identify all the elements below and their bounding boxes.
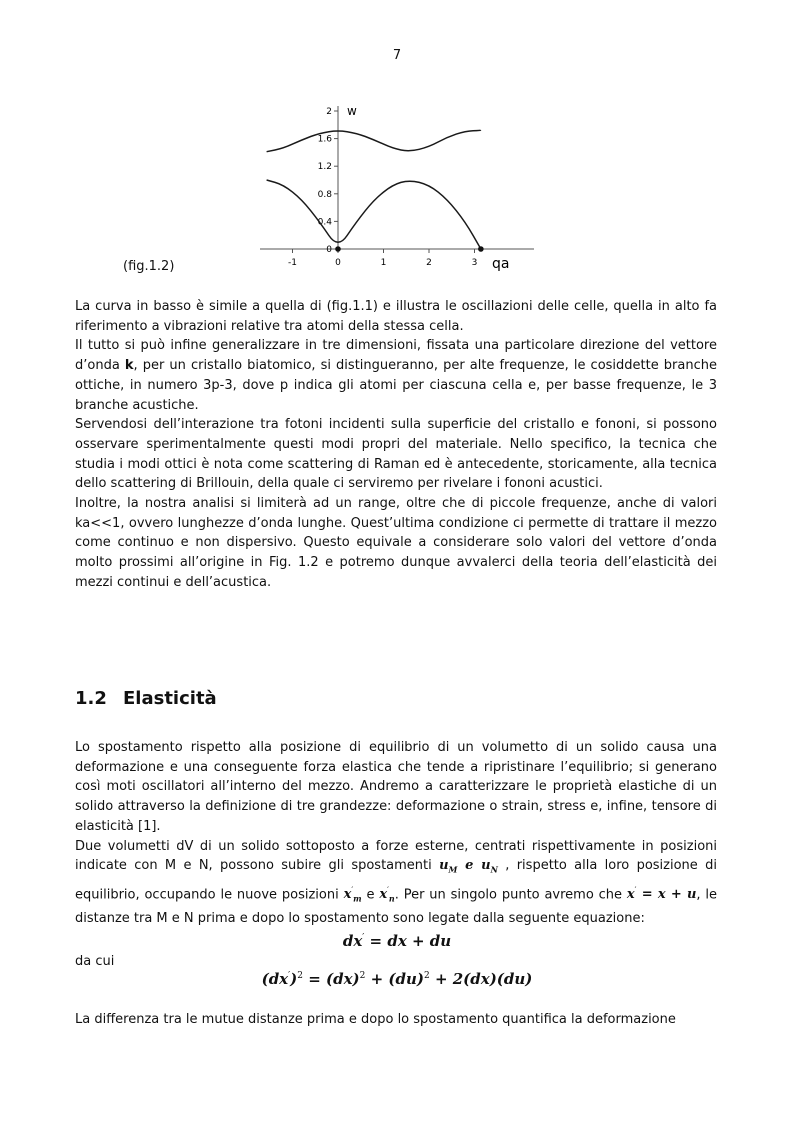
x-axis-label: qa (492, 256, 510, 272)
intro-text (75, 297, 717, 593)
x-tick-label: 3 (471, 258, 478, 268)
section-heading (75, 688, 217, 709)
y-tick-label: 1.2 (317, 162, 332, 173)
x-tick-label: 1 (380, 258, 387, 268)
elasticity-text (75, 738, 717, 929)
x-tick-label: -1 (288, 258, 297, 268)
paragraph: Servendosi dell’interazione tra fotoni incidenti sulla superficie del cristallo e fononi, si possono osservare sperimentalmente questi modi propri del materiale. Nello specifico, la tecnica che studia i modi ottici è nota come scattering di Raman ed è antecedente, storicamente, alla tecnica dello scattering di Brillouin, della quale ci serviremo per rivelare i fononi acustici. (75, 417, 717, 492)
bold-vector-k: k (124, 358, 134, 374)
section-title: Elasticità (123, 688, 217, 709)
section-number: 1.2 (75, 688, 107, 709)
figure-caption: (fig.1.2) (123, 259, 175, 274)
data-point (335, 246, 341, 252)
paragraph: Due volumetti dV di un solido sottoposto a forze esterne, centrati rispettivamente in posizioni indicate con M e N, possono subire gli spostamenti $u_M$ e $u_N$ , rispetto alla loro posizione di equilibrio, occupando le nuove posizioni $x'_m$ e $x'_n$. Per un singolo punto avremo che x′ = x + u, le distanze tra M e N prima e dopo lo spostamento sono legate dalla seguente equazione: (75, 838, 718, 927)
equation-squared: $(dx')^2 = (dx)^2 + (du)^2 + 2(dx)(du)$ (261, 970, 533, 988)
da-cui-text: da cui (75, 954, 115, 969)
dispersion-figure (248, 100, 548, 275)
page-number: 7 (392, 48, 402, 63)
y-axis-label: w (347, 104, 357, 118)
y-tick-label: 2 (326, 107, 332, 117)
paragraph: La differenza tra le mutue distanze prima e dopo lo spostamento quantifica la deformazione (75, 1012, 676, 1027)
paragraph: Il tutto si può infine generalizzare in tre dimensioni, fissata una particolare direzione del vettore d’onda k, per un cristallo biatomico, si distingueranno, per alte frequenze, le cosiddette branche ottiche, in numero 3p-3, dove p indica gli atomi per ciascuna cella e, per basse frequenze, le 3 branche acustiche. (75, 338, 717, 413)
x-tick-label: 0 (335, 258, 341, 268)
series-line-lower (267, 180, 481, 249)
paragraph: La curva in basso è simile a quella di (fig.1.1) e illustra le oscillazioni delle celle, quella in alto fa riferimento a vibrazioni relative tra atomi della stessa cella. (75, 299, 717, 334)
y-tick-label: 0 (326, 245, 332, 255)
y-tick-label: 0.4 (317, 217, 332, 228)
data-point (478, 246, 484, 252)
y-tick-label: 0.8 (317, 189, 332, 200)
dispersion-chart (248, 100, 548, 275)
equation-displacement: dx′ = dx + du (342, 932, 452, 950)
y-tick-label: 1.6 (317, 134, 332, 145)
series-line-upper (267, 130, 481, 151)
x-tick-label: 2 (426, 258, 432, 268)
paragraph: Lo spostamento rispetto alla posizione di equilibrio di un volumetto di un solido causa una deformazione e una conseguente forza elastica che tende a ripristinare l’equilibrio; si generano così moti oscillatori all’interno del mezzo. Andremo a caratterizzare le proprietà elastiche di un solido attraverso la definizione di tre grandezze: deformazione o strain, stress e, infine, tensore di elasticità [1]. (75, 740, 717, 834)
paragraph: Inoltre, la nostra analisi si limiterà ad un range, oltre che di piccole frequenze, anche di valori ka<<1, ovvero lunghezze d’onda lunghe. Quest’ultima condizione ci permette di trattare il mezzo come continuo e non dispersivo. Questo equivale a considerare solo valori del vettore d’onda molto prossimi all’origine in Fig. 1.2 e potremo dunque avvalerci della teoria dell’elasticità dei mezzi continui e dell’acustica. (75, 496, 717, 590)
